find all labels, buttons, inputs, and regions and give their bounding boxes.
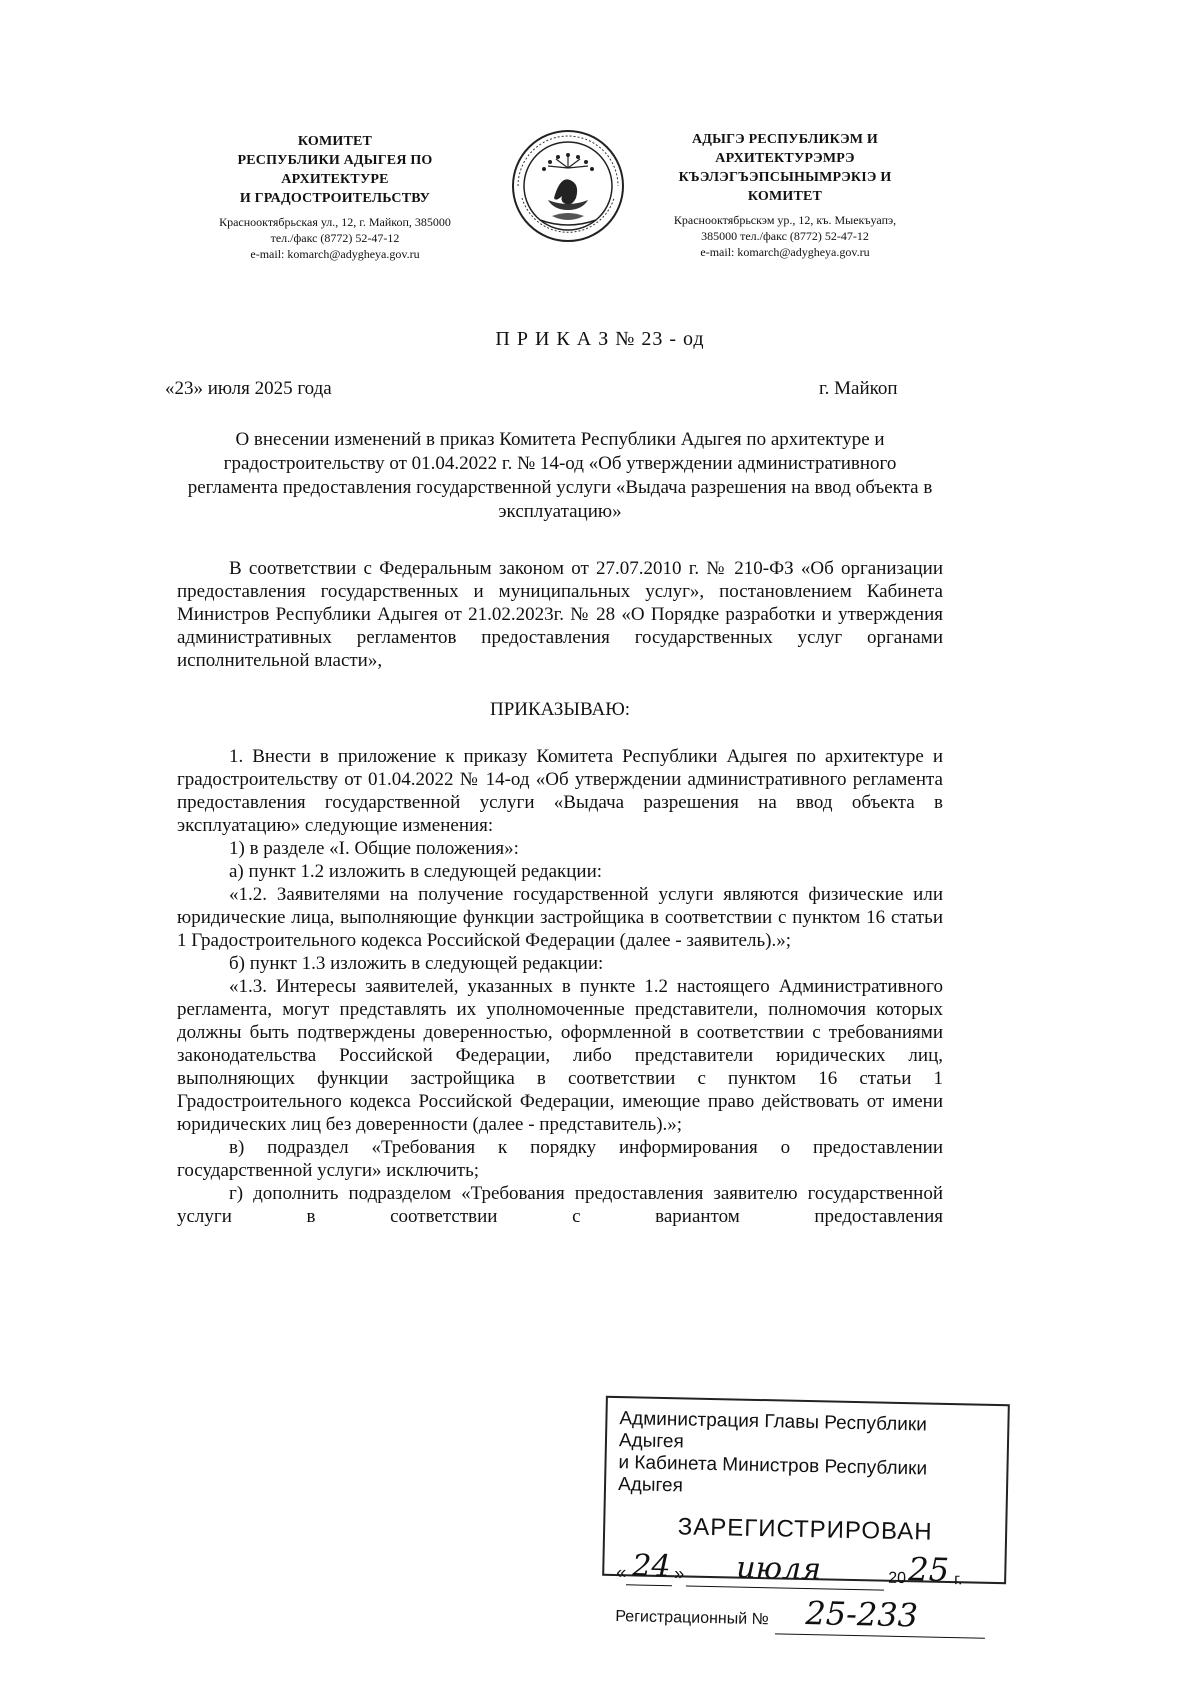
item-v-paragraph: в) подраздел «Требования к порядку информирования о предоставлении государственной услуги» исключить;: [177, 1137, 943, 1181]
registration-stamp: [602, 1396, 1010, 1635]
order-subject: О внесении изменений в приказ Комитета Республики Адыгея по архитектуре и градостроительству от 01.04.2022 г. № 14-од «Об утверждении административного регламента предоставления государственной услуги «Выдача разрешения на ввод объекта в эксплуатацию»: [187, 429, 933, 522]
stamp-date: « 24 » июля 20 25 г.: [616, 1548, 963, 1590]
header-right: [630, 130, 940, 260]
header-left: [170, 132, 500, 262]
text-1-2-paragraph: «1.2. Заявителями на получение государственной услуги являются физические или юридические лица, выполняющие функции застройщика в соответствии с пунктом 16 статьи 1 Градостроительного кодекса Российской Федерации (далее - заявитель).»;: [177, 884, 943, 951]
section-1-paragraph: 1) в разделе «I. Общие положения»:: [229, 838, 519, 859]
item-b-paragraph: б) пункт 1.3 изложить в следующей редакции:: [229, 953, 604, 974]
header-left-title: КОМИТЕТ РЕСПУБЛИКИ АДЫГЕЯ ПО АРХИТЕКТУРЕ И ГРАДОСТРОИТЕЛЬСТВУ: [237, 134, 433, 206]
text-1-3-paragraph: «1.3. Интересы заявителей, указанных в пункте 1.2 настоящего Административного регламента, могут представлять их уполномоченные представители, полномочия которых должны быть подтверждены доверенностью, оформленной в соответствии с требованиями законодательства Российской Федерации, либо представители юридических лиц, выполняющих функции застройщика в соответствии с пунктом 16 статьи 1 Градостроительного кодекса Российской Федерации, имеющие право действовать от имени юридических лиц без доверенности (далее - представитель).»;: [177, 976, 943, 1135]
stamp-line-2: и Кабинета Министров Республики Адыгея: [617, 1452, 928, 1497]
order-title: П Р И К А З № 23 - од: [495, 328, 705, 350]
item-g-paragraph: г) дополнить подразделом «Требования предоставления заявителю государственной услуги в соответствии с вариантом предоставления: [177, 1183, 943, 1227]
coat-of-arms-emblem: [510, 128, 626, 244]
stamp-number-row: [615, 1594, 992, 1640]
order-city: г. Майкоп: [819, 378, 898, 399]
preamble-paragraph: В соответствии с Федеральным законом от 27.07.2010 г. № 210-ФЗ «Об организации предоставления государственных и муниципальных услуг», постановлением Кабинета Министров Республики Адыгея от 21.02.2023г. № 28 «О Порядке разработки и утверждения административных регламентов предоставления государственных услуг органами исполнительной власти»,: [177, 558, 943, 671]
item-a-paragraph: а) пункт 1.2 изложить в следующей редакции:: [229, 861, 603, 882]
order-date: «23» июля 2025 года: [165, 378, 332, 399]
stamp-line-1: Администрация Главы Республики Адыгея: [618, 1408, 928, 1453]
stamp-year-end: г.: [953, 1571, 963, 1589]
stamp-year-prefix: 20: [887, 1569, 907, 1588]
header-right-title: АДЫГЭ РЕСПУБЛИКЭМ И АРХИТЕКТУРЭМРЭ КЪЭЛЭГЪЭПСЫНЫМРЭКIЭ И КОМИТЕТ: [678, 132, 892, 204]
stamp-reg-number: 25-233: [805, 1594, 919, 1635]
order-body: [177, 557, 943, 1228]
stamp-month: июля: [735, 1550, 822, 1588]
order-word: ПРИКАЗЫВАЮ:: [489, 699, 631, 720]
header-left-address: Краснооктябрьская ул., 12, г. Майкоп, 385000 тел./факс (8772) 52-47-12 e-mail: komarch@adygheya.gov.ru: [219, 215, 451, 261]
header-right-address: Краснооктябрьскэм ур., 12, къ. Мыекъуапэ, 385000 тел./факс (8772) 52-47-12 e-mail: komarch@adygheya.gov.ru: [673, 213, 897, 259]
stamp-registered: ЗАРЕГИСТРИРОВАН: [677, 1513, 933, 1546]
stamp-year-suffix: 25: [907, 1550, 950, 1590]
stamp-reg-label: Регистрационный №: [615, 1608, 769, 1629]
stamp-day: 24: [632, 1548, 671, 1585]
item-1-paragraph: 1. Внести в приложение к приказу Комитета Республики Адыгея по архитектуре и градостроительству от 01.04.2022 № 14-од «Об утверждении административного регламента предоставления государственной услуги «Выдача разрешения на ввод объекта в эксплуатацию» следующие изменения:: [177, 746, 943, 836]
